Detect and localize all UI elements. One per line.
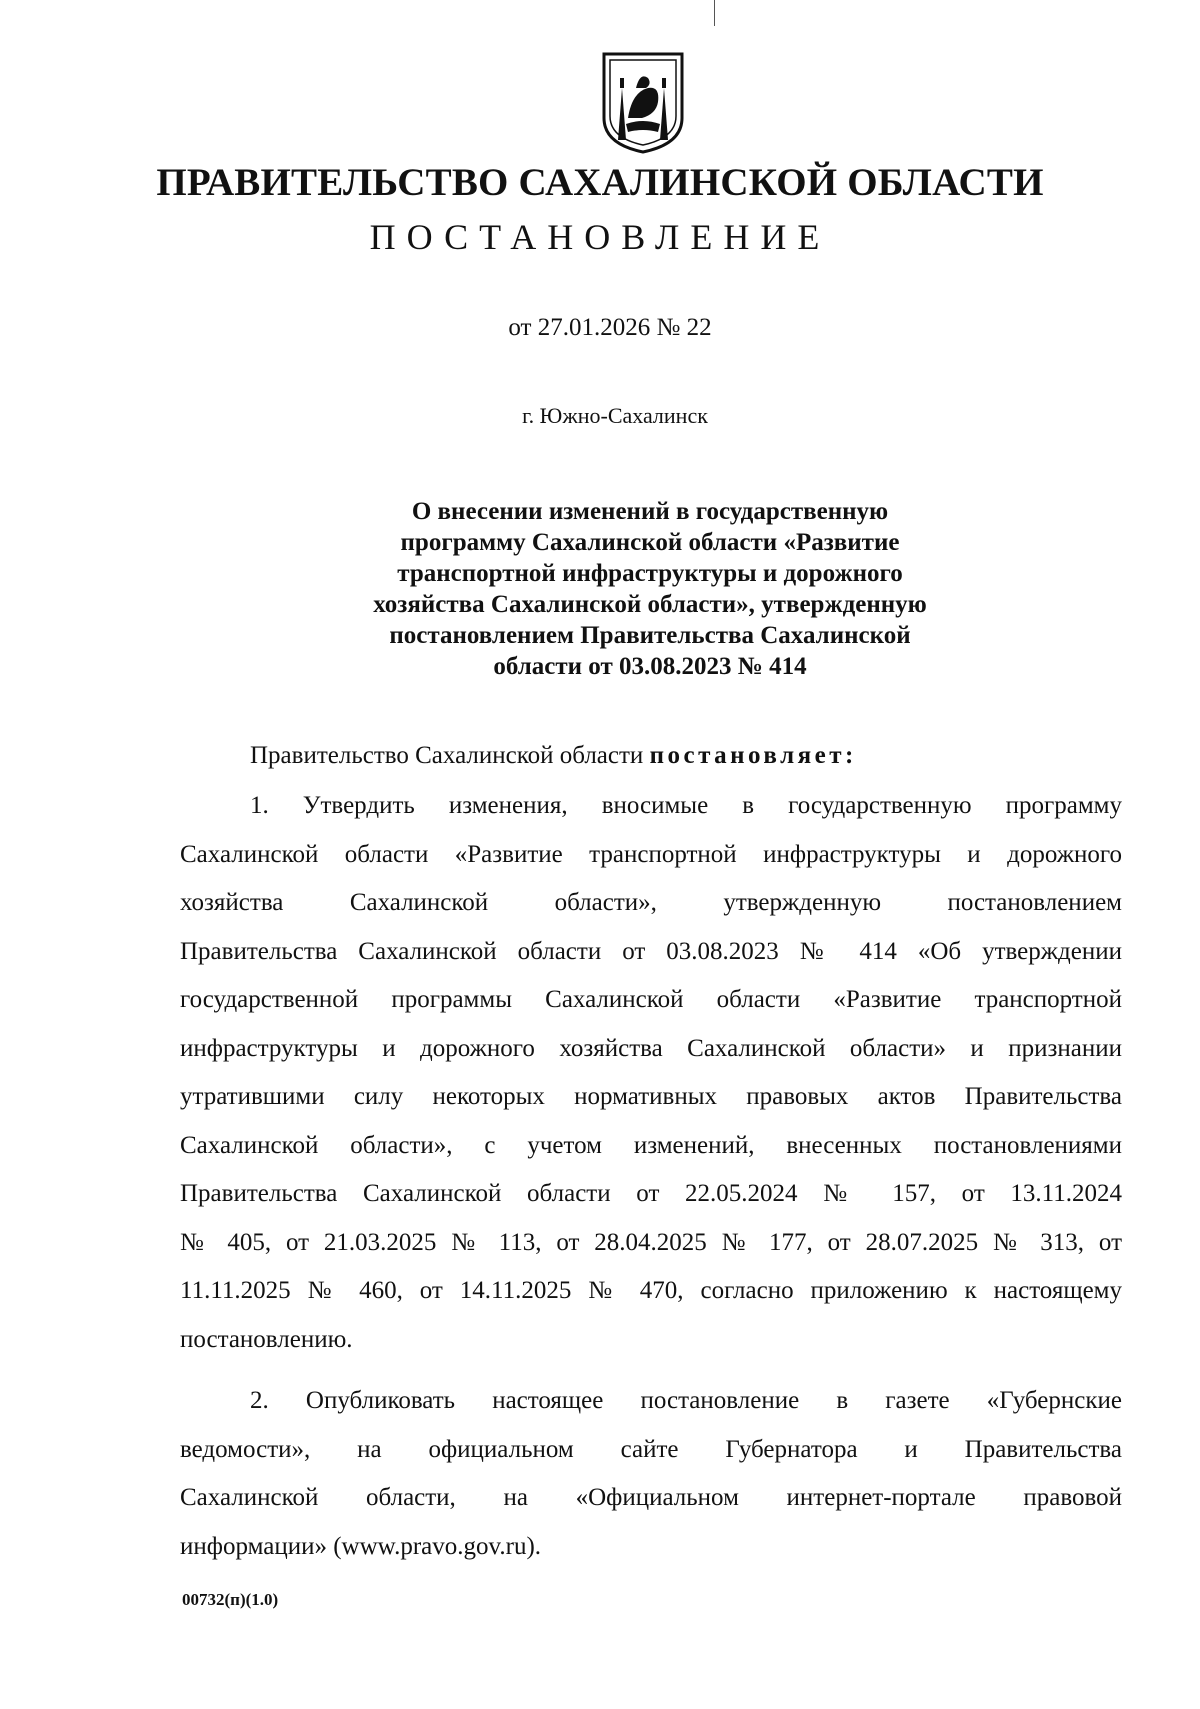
document-type: ПОСТАНОВЛЕНИЕ bbox=[369, 217, 831, 257]
subject-line: программу Сахалинской области «Развитие bbox=[400, 529, 900, 556]
subject-line: транспортной инфраструктуры и дорожного bbox=[397, 560, 903, 587]
paragraph-line: Правительства Сахалинской области от 03.08.2023 № 414 «Об утверждении bbox=[180, 937, 1122, 965]
scan-mark bbox=[714, 0, 715, 26]
document-city: г. Южно-Сахалинск bbox=[522, 403, 708, 428]
subject-line: постановлением Правительства Сахалинской bbox=[389, 622, 911, 649]
paragraph-line: 11.11.2025 № 460, от 14.11.2025 № 470, согласно приложению к настоящему bbox=[180, 1277, 1122, 1304]
paragraph-line: № 405, от 21.03.2025 № 113, от 28.04.2025 № 177, от 28.07.2025 № 313, от bbox=[180, 1228, 1122, 1256]
paragraph-line: инфраструктуры и дорожного хозяйства Сахалинской области» и признании bbox=[180, 1034, 1122, 1062]
subject-line: области от 03.08.2023 № 414 bbox=[493, 653, 807, 680]
paragraph-line: ведомости», на официальном сайте Губернатора и Правительства bbox=[180, 1435, 1122, 1463]
paragraph-line: 2. Опубликовать настоящее постановление в газете «Губернские bbox=[250, 1387, 1122, 1414]
paragraph-line: Правительства Сахалинской области от 22.05.2024 № 157, от 13.11.2024 bbox=[180, 1180, 1122, 1207]
paragraph-1 bbox=[180, 782, 1122, 1364]
paragraph-line: государственной программы Сахалинской области «Развитие транспортной bbox=[180, 986, 1122, 1013]
paragraph-line: хозяйства Сахалинской области», утвержденную постановлением bbox=[180, 889, 1122, 916]
preamble-keyword: постановляет: bbox=[649, 742, 857, 769]
paragraph-line: Сахалинской области, на «Официальном интернет-портале правовой bbox=[180, 1484, 1122, 1511]
preamble bbox=[250, 742, 857, 770]
subject-line: О внесении изменений в государственную bbox=[411, 498, 889, 525]
sakhalin-coat-of-arms-icon bbox=[598, 48, 688, 154]
paragraph-line: Сахалинской области», с учетом изменений, внесенных постановлениями bbox=[180, 1131, 1122, 1159]
preamble-text: Правительство Сахалинской области bbox=[250, 742, 650, 769]
subject-line: хозяйства Сахалинской области», утвержденную bbox=[373, 591, 927, 618]
paragraph-line: утратившими силу некоторых нормативных правовых актов Правительства bbox=[180, 1083, 1122, 1110]
paragraph-line: Сахалинской области «Развитие транспортной инфраструктуры и дорожного bbox=[180, 840, 1122, 868]
paragraph-line: информации» (www.pravo.gov.ru). bbox=[180, 1532, 542, 1560]
organization-title: ПРАВИТЕЛЬСТВО САХАЛИНСКОЙ ОБЛАСТИ bbox=[156, 161, 1044, 204]
paragraph-2 bbox=[180, 1377, 1122, 1571]
document-code: 00732(п)(1.0) bbox=[182, 1590, 279, 1609]
document-subject bbox=[330, 496, 970, 682]
paragraph-line: 1. Утвердить изменения, вносимые в государственную программу bbox=[250, 792, 1122, 819]
paragraph-line: постановлению. bbox=[180, 1325, 353, 1353]
document-date-number: от 27.01.2026 № 22 bbox=[508, 314, 712, 341]
